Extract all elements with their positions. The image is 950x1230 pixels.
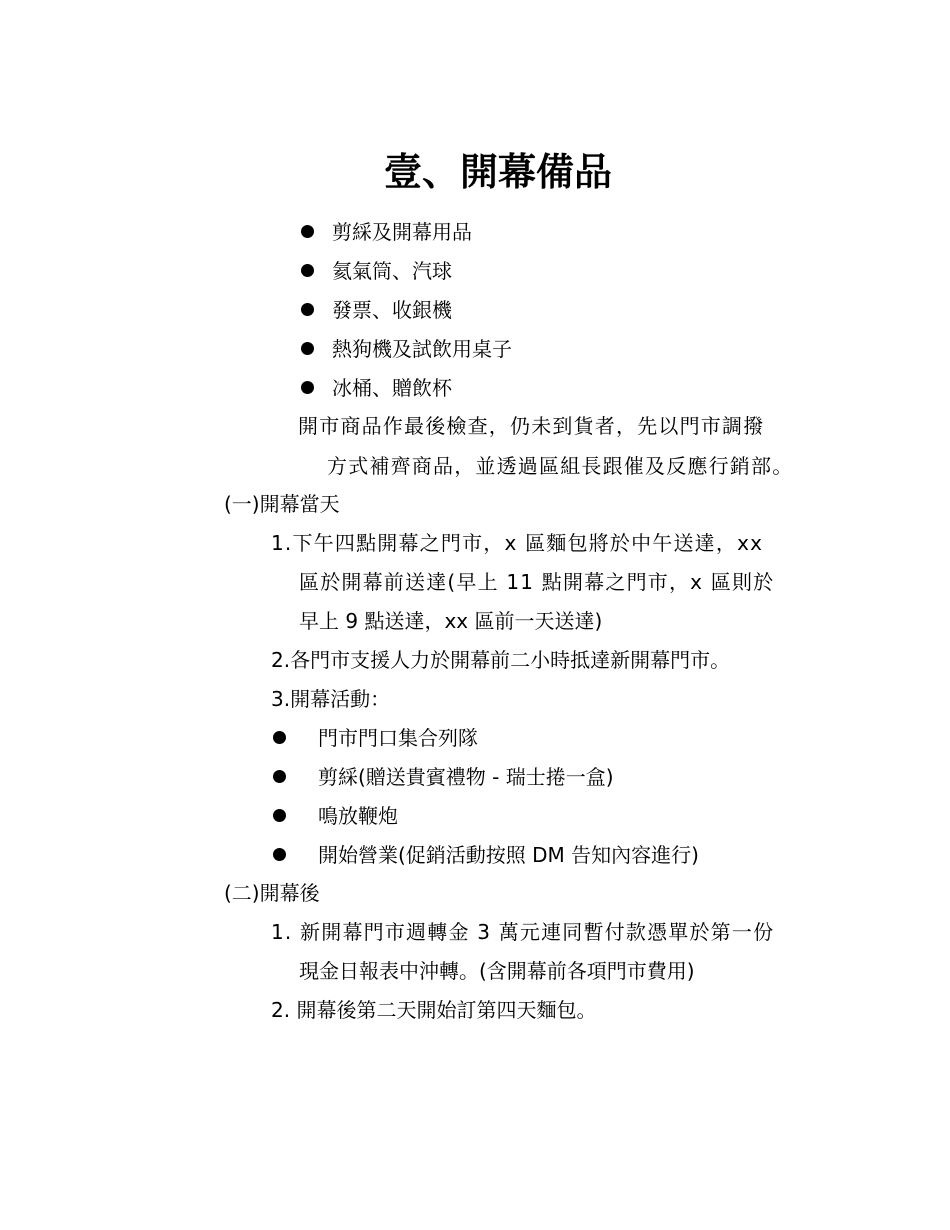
bullet-icon (273, 770, 286, 783)
bullet-icon (301, 225, 314, 238)
after-opening-item-1-line-1: 1. 新開幕門市週轉金 3 萬元連同暫付款憑單於第一份 (271, 920, 775, 944)
supply-item: 氦氣筒、汽球 (332, 259, 452, 283)
opening-day-item-1-line-1: 1.下午四點開幕之門市，x 區麵包將於中午送達，xx (271, 531, 764, 555)
supply-item: 剪綵及開幕用品 (332, 220, 472, 244)
bullet-icon (273, 809, 286, 822)
opening-day-item-3: 3.開幕活動： (271, 687, 391, 711)
activity-item: 門市門口集合列隊 (318, 726, 478, 750)
bullet-icon (301, 381, 314, 394)
supply-item: 發票、收銀機 (332, 298, 452, 322)
activity-item: 開始營業(促銷活動按照 DM 告知內容進行) (318, 843, 699, 867)
bullet-icon (273, 731, 286, 744)
bullet-icon (273, 848, 286, 861)
after-opening-heading: (二)開幕後 (224, 881, 320, 905)
check-note-line-1: 開市商品作最後檢查，仍未到貨者，先以門市調撥 (298, 414, 765, 438)
activity-item: 鳴放鞭炮 (318, 804, 398, 828)
check-note-line-2: 方式補齊商品，並透過區組長跟催及反應行銷部。 (327, 454, 794, 478)
supply-item: 冰桶、贈飲杯 (332, 376, 452, 400)
opening-day-heading: (一)開幕當天 (224, 492, 340, 516)
bullet-icon (301, 342, 314, 355)
bullet-icon (301, 264, 314, 277)
after-opening-item-1-line-2: 現金日報表中沖轉。(含開幕前各項門市費用) (299, 959, 695, 983)
supply-item: 熱狗機及試飲用桌子 (332, 337, 512, 361)
opening-day-item-1-line-2: 區於開幕前送達(早上 11 點開幕之門市，x 區則於 (299, 570, 775, 594)
page-title: 壹、開幕備品 (383, 150, 612, 194)
after-opening-item-2: 2. 開幕後第二天開始訂第四天麵包。 (271, 998, 597, 1022)
bullet-icon (301, 303, 314, 316)
opening-day-item-1-line-3: 早上 9 點送達，xx 區前一天送達) (299, 609, 603, 633)
opening-day-item-2: 2.各門市支援人力於開幕前二小時抵達新開幕門市。 (271, 648, 731, 672)
activity-item: 剪綵(贈送貴賓禮物 - 瑞士捲一盒) (318, 765, 614, 789)
